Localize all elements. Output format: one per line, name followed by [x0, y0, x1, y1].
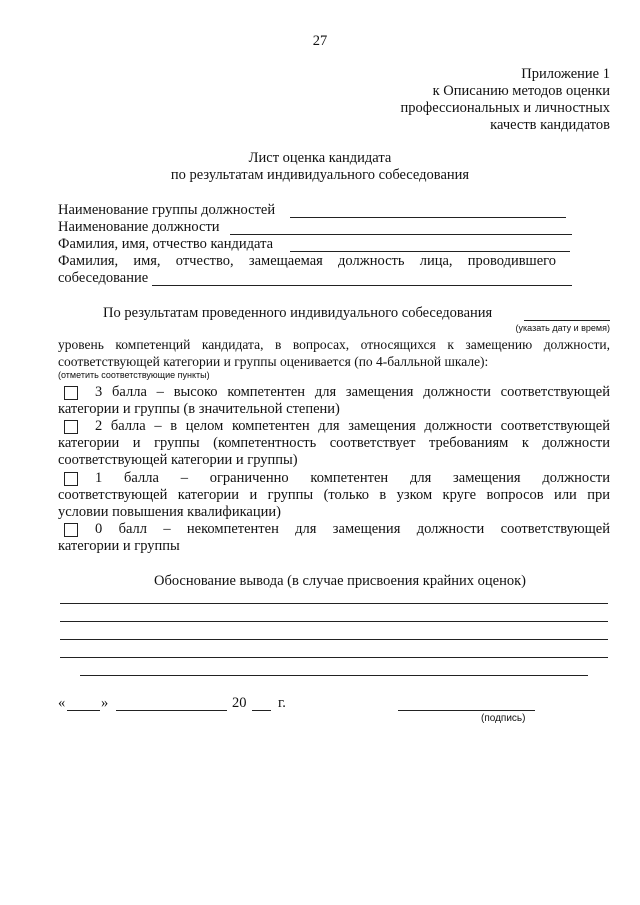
- field-line-interviewer[interactable]: [152, 285, 572, 286]
- field-line-date[interactable]: [524, 320, 610, 321]
- field-line-group[interactable]: [290, 217, 566, 218]
- date-year-suffix: г.: [278, 695, 286, 711]
- option-0-checkbox[interactable]: [64, 523, 78, 537]
- appendix-line-3: профессиональных и личностных: [400, 100, 610, 116]
- appendix-line-4: качеств кандидатов: [490, 117, 610, 133]
- justification-title: Обоснование вывода (в случае присвоения крайних оценок): [153, 573, 527, 589]
- field-label-interviewer: Фамилия, имя, отчество, замещаемая должность лица, проводившего: [58, 253, 556, 269]
- date-day-line[interactable]: [67, 710, 100, 711]
- field-label-position: Наименование должности: [58, 219, 220, 235]
- justification-line-3[interactable]: [60, 639, 608, 640]
- option-2-line-1: 2 балла – в целом компетентен для замещения должности соответствующей: [95, 418, 610, 434]
- option-0-line-1: 0 балл – некомпетентен для замещения должности соответствующей: [95, 521, 610, 537]
- field-line-candidate[interactable]: [290, 251, 570, 252]
- mark-hint: (отметить соответствующие пункты): [58, 370, 210, 380]
- result-intro: По результатам проведенного индивидуального собеседования: [103, 305, 493, 321]
- justification-line-4[interactable]: [60, 657, 608, 658]
- appendix-line-1: Приложение 1: [521, 66, 610, 82]
- signature-line[interactable]: [398, 710, 535, 711]
- justification-line-1[interactable]: [60, 603, 608, 604]
- field-label-candidate: Фамилия, имя, отчество кандидата: [58, 236, 274, 252]
- option-1-line-1: 1 балла – ограниченно компетентен для замещения должности: [95, 470, 610, 486]
- option-0-line-2: категории и группы: [58, 538, 180, 554]
- option-3-line-1: 3 балла – высоко компетентен для замещения должности соответствующей: [95, 384, 610, 400]
- signature-label: (подпись): [481, 713, 526, 724]
- result-line-1: уровень компетенций кандидата, в вопросах, относящихся к замещению должности,: [58, 337, 610, 352]
- option-1-line-3: условии повышения квалификации): [58, 504, 281, 520]
- page-number: 27: [312, 33, 328, 49]
- result-line-2: соответствующей категории и группы оценивается (по 4-балльной шкале):: [58, 354, 489, 369]
- justification-line-2[interactable]: [60, 621, 608, 622]
- field-line-position[interactable]: [230, 234, 572, 235]
- option-2-checkbox[interactable]: [64, 420, 78, 434]
- option-1-checkbox[interactable]: [64, 472, 78, 486]
- date-year-prefix: 20: [232, 695, 247, 711]
- option-2-line-2: категории и группы (компетентность соответствует требованиям к должности: [58, 435, 610, 451]
- form-title-line-2: по результатам индивидуального собеседования: [170, 167, 470, 183]
- date-hint: (указать дату и время): [515, 323, 610, 333]
- option-3-line-2: категории и группы (в значительной степени): [58, 401, 340, 417]
- date-quote-open: «: [58, 695, 66, 711]
- field-label-group: Наименование группы должностей: [58, 202, 276, 218]
- date-quote-close: »: [101, 695, 109, 711]
- date-year-line[interactable]: [252, 710, 271, 711]
- option-3-checkbox[interactable]: [64, 386, 78, 400]
- justification-line-5[interactable]: [80, 675, 588, 676]
- option-1-line-2: соответствующей категории и группы (только в узком круге вопросов или при: [58, 487, 610, 503]
- appendix-line-2: к Описанию методов оценки: [432, 83, 610, 99]
- date-month-line[interactable]: [116, 710, 227, 711]
- field-label-interviewer-cont: собеседование: [58, 270, 149, 286]
- option-2-line-3: соответствующей категории и группы): [58, 452, 298, 468]
- form-title-line-1: Лист оценка кандидата: [248, 150, 392, 166]
